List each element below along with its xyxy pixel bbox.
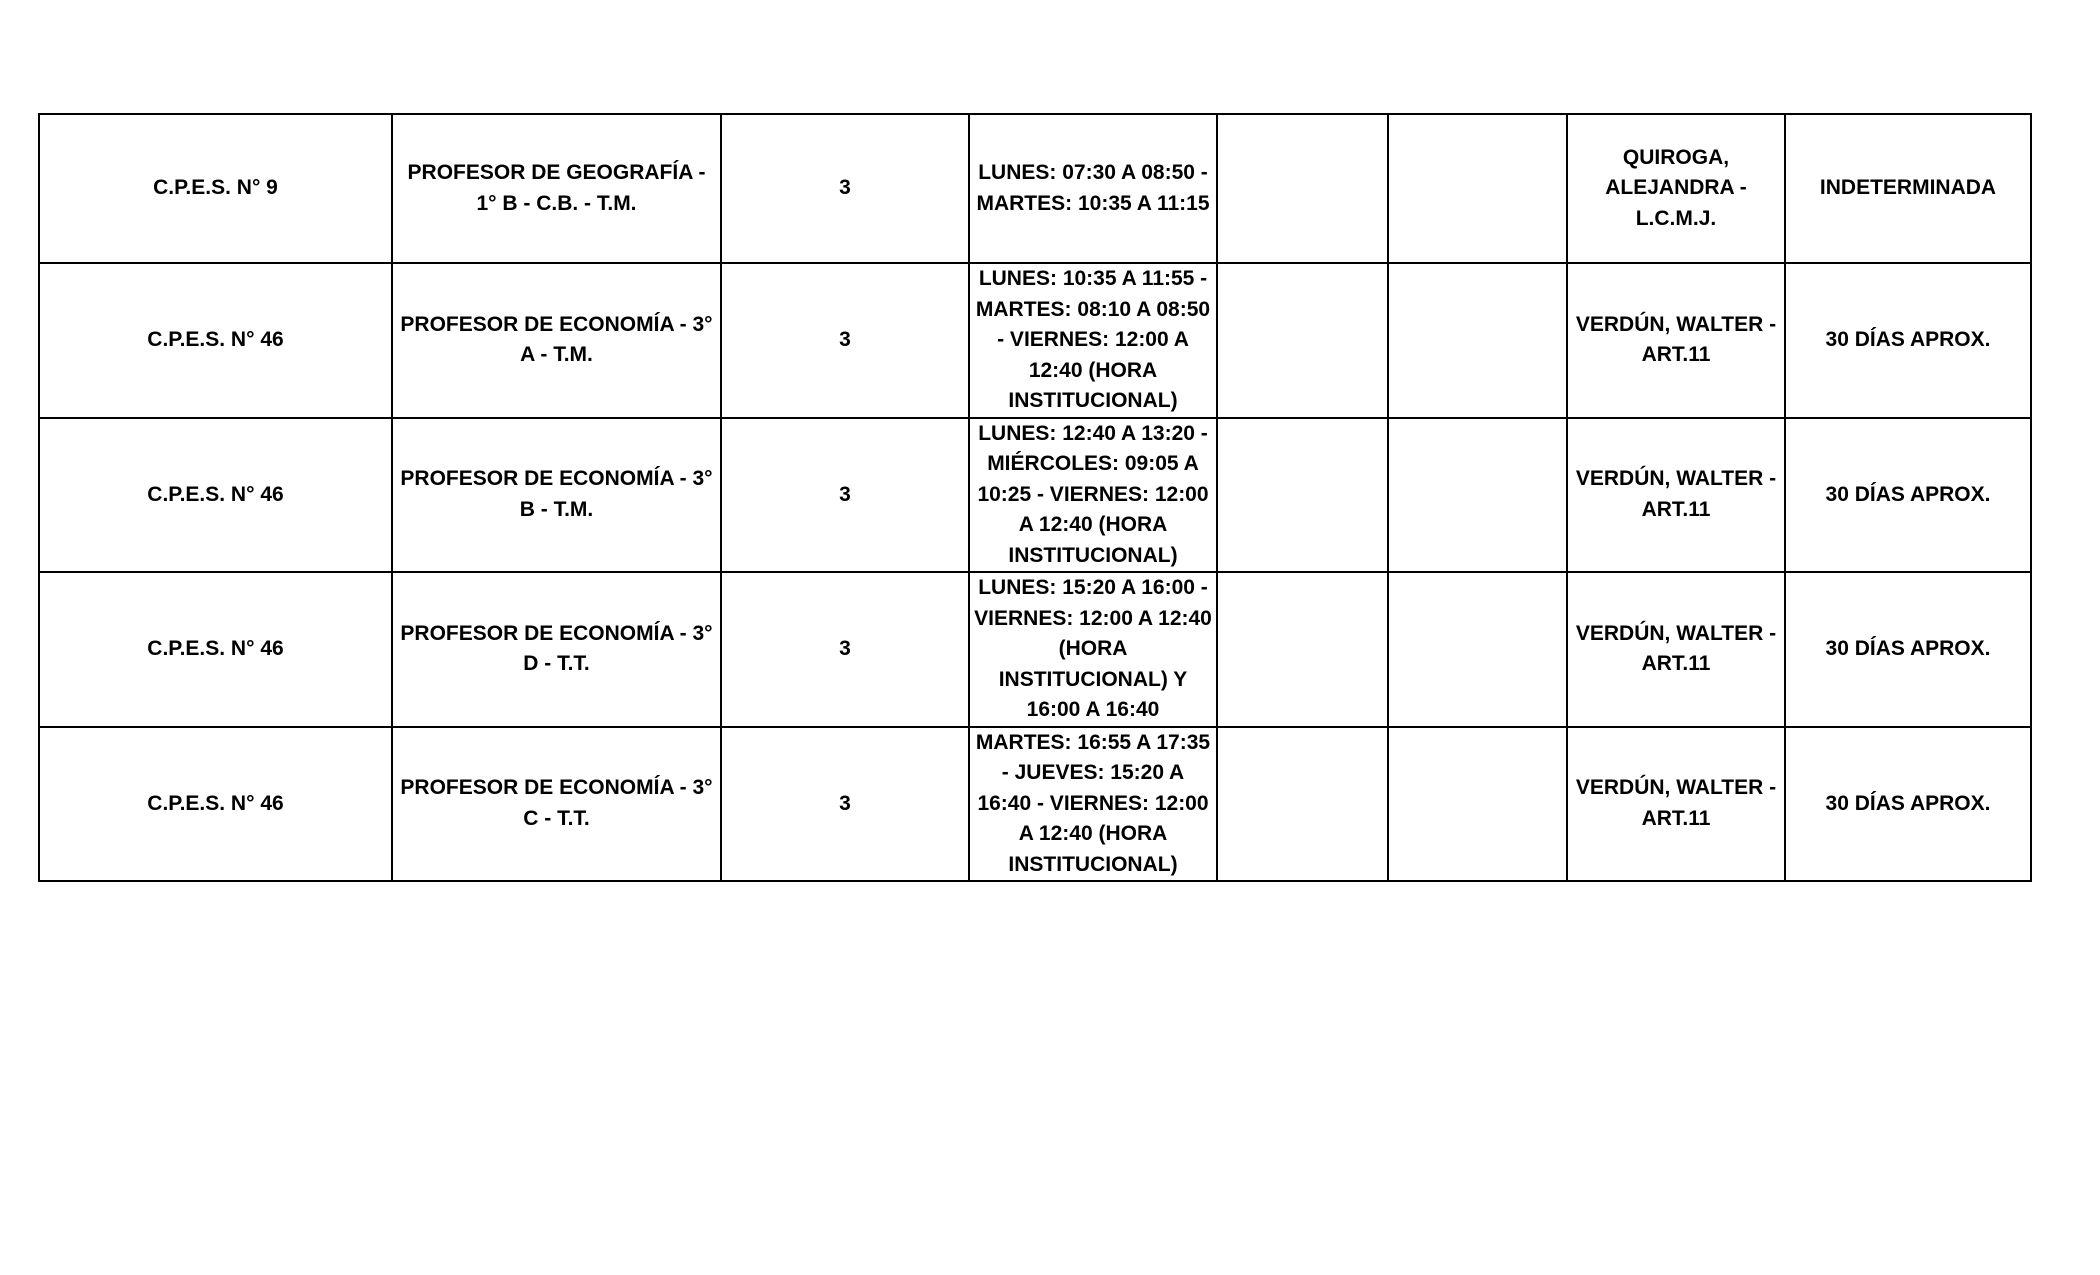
holder-cell: VERDÚN, WALTER - ART.11 <box>1567 727 1785 882</box>
hours-cell: 3 <box>721 418 969 573</box>
holder-cell: QUIROGA, ALEJANDRA - L.C.M.J. <box>1567 114 1785 263</box>
institution-cell: C.P.E.S. N° 46 <box>39 727 392 882</box>
schedule-cell: LUNES: 15:20 A 16:00 - VIERNES: 12:00 A 12:40 (HORA INSTITUCIONAL) Y 16:00 A 16:40 <box>969 572 1217 727</box>
institution-cell: C.P.E.S. N° 46 <box>39 572 392 727</box>
table-row <box>39 263 2031 418</box>
hours-cell: 3 <box>721 114 969 263</box>
institution-cell: C.P.E.S. N° 46 <box>39 263 392 418</box>
empty-cell <box>1388 263 1567 418</box>
empty-cell <box>1217 572 1388 727</box>
table-row <box>39 727 2031 882</box>
position-cell: PROFESOR DE ECONOMÍA - 3° C - T.T. <box>392 727 721 882</box>
holder-cell: VERDÚN, WALTER - ART.11 <box>1567 263 1785 418</box>
position-cell: PROFESOR DE ECONOMÍA - 3° B - T.M. <box>392 418 721 573</box>
schedule-cell: LUNES: 12:40 A 13:20 - MIÉRCOLES: 09:05 A 10:25 - VIERNES: 12:00 A 12:40 (HORA INSTITUCIONAL) <box>969 418 1217 573</box>
empty-cell <box>1388 572 1567 727</box>
hours-cell: 3 <box>721 572 969 727</box>
holder-cell: VERDÚN, WALTER - ART.11 <box>1567 418 1785 573</box>
institution-cell: C.P.E.S. N° 9 <box>39 114 392 263</box>
hours-cell: 3 <box>721 727 969 882</box>
empty-cell <box>1388 114 1567 263</box>
duration-cell: 30 DÍAS APROX. <box>1785 418 2031 573</box>
table-row <box>39 572 2031 727</box>
institution-cell: C.P.E.S. N° 46 <box>39 418 392 573</box>
duration-cell: INDETERMINADA <box>1785 114 2031 263</box>
position-cell: PROFESOR DE GEOGRAFÍA - 1° B - C.B. - T.M. <box>392 114 721 263</box>
empty-cell <box>1217 727 1388 882</box>
holder-cell: VERDÚN, WALTER - ART.11 <box>1567 572 1785 727</box>
vacancy-table <box>38 113 2032 882</box>
duration-cell: 30 DÍAS APROX. <box>1785 572 2031 727</box>
duration-cell: 30 DÍAS APROX. <box>1785 727 2031 882</box>
empty-cell <box>1217 418 1388 573</box>
position-cell: PROFESOR DE ECONOMÍA - 3° A - T.M. <box>392 263 721 418</box>
empty-cell <box>1388 418 1567 573</box>
hours-cell: 3 <box>721 263 969 418</box>
position-cell: PROFESOR DE ECONOMÍA - 3° D - T.T. <box>392 572 721 727</box>
empty-cell <box>1217 263 1388 418</box>
schedule-cell: LUNES: 07:30 A 08:50 - MARTES: 10:35 A 11:15 <box>969 114 1217 263</box>
table-row <box>39 114 2031 263</box>
table-row <box>39 418 2031 573</box>
schedule-cell: MARTES: 16:55 A 17:35 - JUEVES: 15:20 A 16:40 - VIERNES: 12:00 A 12:40 (HORA INSTITUCIONAL) <box>969 727 1217 882</box>
empty-cell <box>1388 727 1567 882</box>
schedule-cell: LUNES: 10:35 A 11:55 - MARTES: 08:10 A 08:50 - VIERNES: 12:00 A 12:40 (HORA INSTITUCIONAL) <box>969 263 1217 418</box>
duration-cell: 30 DÍAS APROX. <box>1785 263 2031 418</box>
empty-cell <box>1217 114 1388 263</box>
